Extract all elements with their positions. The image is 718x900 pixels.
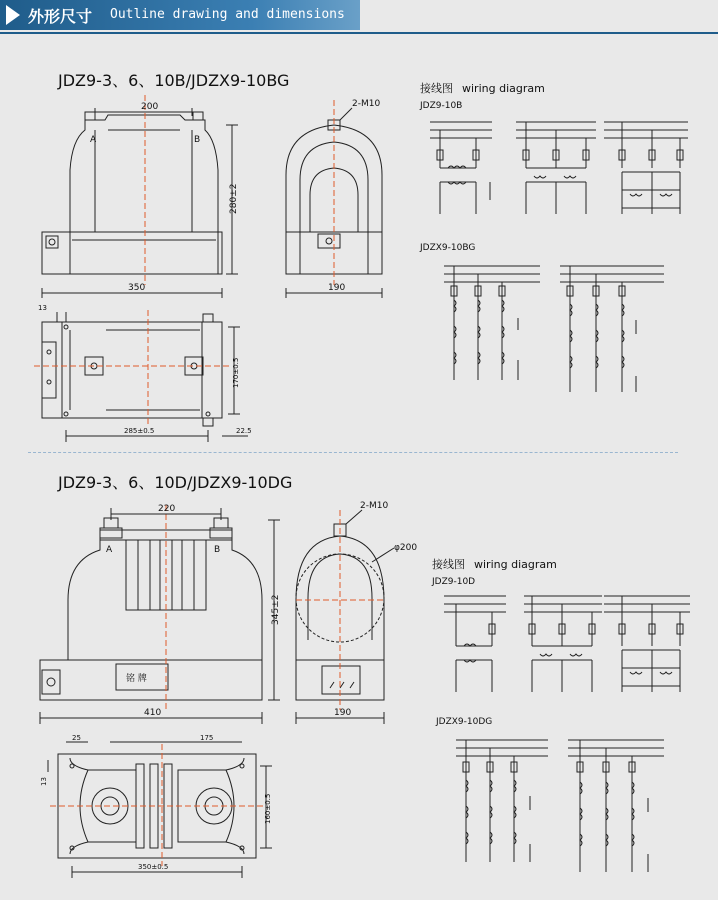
s1-dim-top: 200 bbox=[141, 102, 159, 112]
banner-title-cn: 外形尺寸 bbox=[28, 7, 93, 26]
s2-term-a: A bbox=[106, 545, 113, 555]
s2-plan-dim-w: 350±0.5 bbox=[138, 863, 169, 871]
s2-dim-width: 410 bbox=[144, 708, 162, 718]
s2-dim-top: 220 bbox=[158, 504, 176, 514]
s1-plan-dim-side: 22.5 bbox=[236, 427, 252, 435]
s1-side-dim: 190 bbox=[328, 283, 346, 293]
s1-wiring-title-cn: 接线图 bbox=[420, 82, 453, 95]
s1-plan-dim13: 13 bbox=[38, 304, 47, 312]
s2-wiring-b-label: JDZX9-10DG bbox=[436, 717, 493, 727]
s1-wiring-diagram-5 bbox=[560, 266, 664, 392]
s2-wiring-diagram-4 bbox=[456, 740, 548, 862]
s2-plan-dim25: 25 bbox=[72, 734, 81, 742]
s2-side-dim: 190 bbox=[334, 708, 352, 718]
s2-wiring-a-label: JDZ9-10D bbox=[432, 577, 476, 587]
s1-side-bolt: 2-M10 bbox=[352, 99, 381, 109]
s2-plan-dim13: 13 bbox=[40, 777, 48, 786]
s2-wiring-diagram-2 bbox=[524, 596, 602, 692]
s1-wiring-a-label: JDZ9-10B bbox=[420, 101, 463, 111]
s2-wiring-diagram-3 bbox=[604, 596, 690, 692]
s1-term-b: B bbox=[194, 135, 201, 145]
s2-plan-dim-h: 160±0.5 bbox=[264, 793, 272, 824]
section1-wiring bbox=[419, 81, 688, 392]
s2-side-dia: φ200 bbox=[394, 543, 418, 553]
section1-plan-view bbox=[34, 304, 252, 442]
s2-wiring-title-cn: 接线图 bbox=[432, 558, 465, 571]
s1-dim-width: 350 bbox=[128, 283, 146, 293]
s2-wiring-title-en: wiring diagram bbox=[474, 558, 557, 571]
s2-side-bolt: 2-M10 bbox=[360, 501, 389, 511]
section2-front-view bbox=[40, 504, 281, 724]
s1-wiring-b-label: JDZX9-10BG bbox=[420, 243, 476, 253]
section2-wiring bbox=[431, 557, 690, 872]
s1-wiring-diagram-2 bbox=[516, 122, 596, 214]
banner-title-en: Outline drawing and dimensions bbox=[110, 7, 345, 22]
section1-side-view bbox=[286, 99, 382, 298]
s1-wiring-diagram-3 bbox=[604, 122, 688, 214]
s1-wiring-diagram-1 bbox=[430, 122, 492, 214]
section2-title: JDZ9-3、6、10D/JDZX9-10DG bbox=[58, 473, 293, 492]
s1-plan-dim-w: 285±0.5 bbox=[124, 427, 155, 435]
s1-wiring-title-en: wiring diagram bbox=[462, 82, 545, 95]
s2-term-b: B bbox=[214, 545, 221, 555]
s2-wiring-diagram-1 bbox=[444, 596, 506, 692]
s1-term-a: A bbox=[90, 135, 97, 145]
s2-nameplate: 铭 牌 bbox=[126, 674, 147, 684]
section1-front-view bbox=[42, 95, 239, 298]
section2-plan-view bbox=[40, 734, 272, 878]
s2-wiring-diagram-5 bbox=[568, 740, 664, 872]
s2-plan-dim175: 175 bbox=[200, 734, 214, 742]
s1-dim-height: 280±2 bbox=[229, 183, 239, 214]
s2-dim-height: 345±2 bbox=[271, 594, 281, 625]
s1-plan-dim-h: 170±0.5 bbox=[232, 357, 240, 388]
section2-side-view bbox=[296, 501, 417, 724]
s1-wiring-diagram-4 bbox=[444, 266, 540, 380]
section1-title: JDZ9-3、6、10B/JDZX9-10BG bbox=[58, 71, 290, 90]
